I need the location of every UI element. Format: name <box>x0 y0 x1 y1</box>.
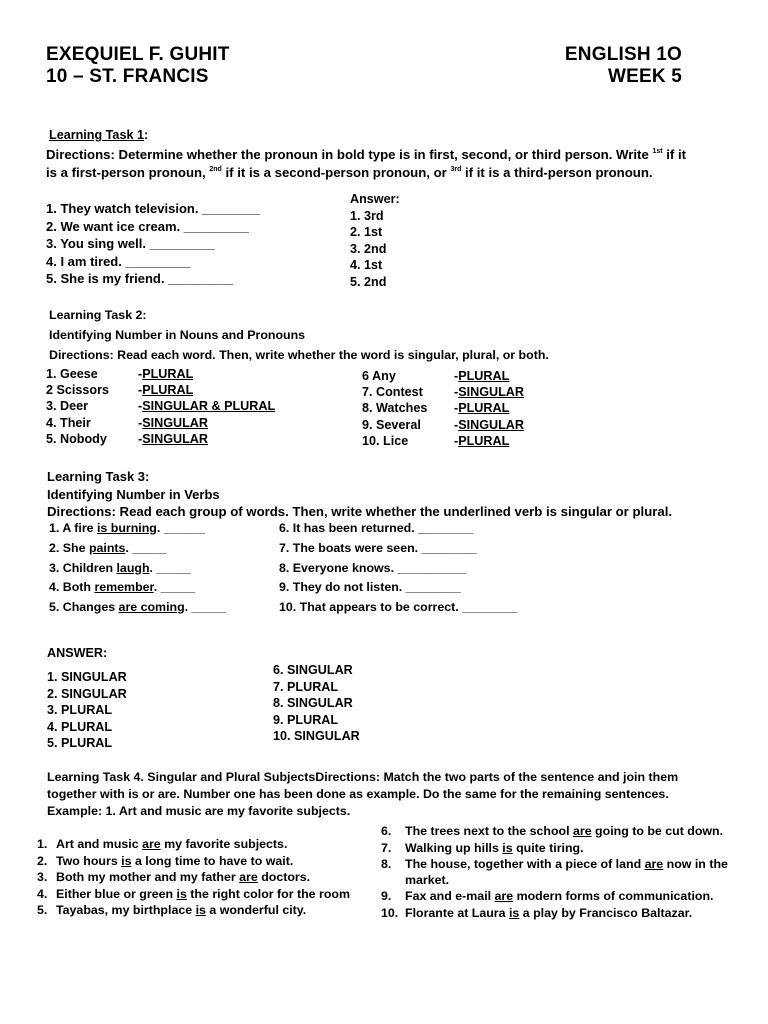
task3-answers-right <box>273 663 360 746</box>
underlined-verb: laugh <box>116 560 150 575</box>
list-item: 3. You sing well. _________ <box>46 236 215 251</box>
task2-right-list <box>362 369 524 450</box>
list-item: 10. Lice - PLURAL <box>362 434 524 450</box>
underlined-verb: are <box>644 856 664 871</box>
underlined-verb: paints <box>88 540 126 555</box>
list-item: 6. It has been returned. ________ <box>279 521 474 535</box>
task1-items <box>46 201 260 289</box>
list-item: 2 Scissors - PLURAL <box>46 383 275 399</box>
list-item: 2. Two hours is a long time to have to wait. <box>37 853 294 868</box>
student-name: EXEQUIEL F. GUHIT <box>46 44 230 65</box>
list-item: 1. Geese - PLURAL <box>46 367 275 383</box>
list-item: 10. That appears to be correct. ________ <box>279 600 518 615</box>
list-item: 5. Tayabas, my birthplace is a wonderful city. <box>37 903 307 917</box>
answer-text: PLURAL <box>142 367 194 381</box>
task2-subtitle: Identifying Number in Nouns and Pronouns <box>49 328 306 342</box>
underlined-verb: is <box>121 853 132 868</box>
answer-item: 1. 3rd <box>350 208 384 223</box>
answer-item: 2. SINGULAR <box>47 686 127 701</box>
list-item: 7. Walking up hills is quite tiring. <box>381 840 584 855</box>
task1-title: Learning Task 1: <box>49 128 149 142</box>
answer-item: 4. PLURAL <box>47 719 113 734</box>
underlined-verb: is <box>176 886 187 901</box>
underlined-verb: is <box>195 903 206 917</box>
answer-text: SINGULAR <box>142 431 208 446</box>
task1-directions-line2: is a first-person pronoun, $^{2nd}$ if it is a second-person pronoun, or $^{3rd}$ if it is a third-person pronoun. <box>46 165 653 180</box>
subject-label: ENGLISH 1O <box>564 44 682 65</box>
answer-item: 2. 1st <box>350 225 383 239</box>
answer-text: PLURAL <box>142 383 194 398</box>
answer-text: PLURAL <box>458 433 510 448</box>
task4-right-list <box>381 824 728 922</box>
answer-text: SINGULAR <box>458 385 524 400</box>
task3-answers-left <box>47 670 127 753</box>
list-item: 9. They do not listen. ________ <box>279 580 461 595</box>
list-item: 3. Children laugh. _____ <box>49 560 191 575</box>
task3-directions: Directions: Read each group of words. Then, write whether the underlined verb is singular or plural. <box>47 504 673 519</box>
underlined-verb: are coming <box>118 600 185 615</box>
task4-left-list <box>37 837 350 920</box>
list-item: 3. Deer - SINGULAR & PLURAL <box>46 399 275 415</box>
answer-item: 9. PLURAL <box>273 712 339 727</box>
task3-left-list <box>49 521 226 620</box>
answer-item: 6. SINGULAR <box>273 663 353 677</box>
task2-directions: Directions: Read each word. Then, write whether the word is singular, plural, or both. <box>49 348 549 362</box>
underlined-verb: is burning <box>96 521 157 535</box>
underlined-verb: are <box>142 837 161 851</box>
list-item: 3. Both my mother and my father are doctors. <box>37 870 311 884</box>
list-item: 6 Any - PLURAL <box>362 369 524 385</box>
list-item: 8. The house, together with a piece of land are now in the <box>381 856 728 871</box>
task1-answers <box>350 192 400 291</box>
underlined-verb: is <box>502 840 513 855</box>
task4-example: Example: 1. Art and music are my favorite subjects. <box>47 804 351 818</box>
list-item: 1. Art and music are my favorite subjects. <box>37 837 288 851</box>
list-item: 1. They watch television. ________ <box>46 201 260 216</box>
list-item: 4. Both remember. _____ <box>49 580 196 595</box>
list-item: 9. Several - SINGULAR <box>362 418 524 434</box>
answer-item: 5. PLURAL <box>47 736 113 750</box>
list-item: 4. I am tired. _________ <box>46 253 191 269</box>
answer-item: 4. 1st <box>350 258 383 272</box>
answer-item: 3. PLURAL <box>47 703 113 717</box>
answer-item: 3. 2nd <box>350 241 387 256</box>
answer-item: 7. PLURAL <box>273 679 339 694</box>
list-item: 8. Everyone knows. __________ <box>279 560 467 575</box>
underlined-verb: remember <box>94 580 154 595</box>
underlined-verb: is <box>508 905 520 920</box>
week-label: WEEK 5 <box>607 66 682 87</box>
task4-directions-line1: Learning Task 4. Singular and Plural SubjectsDirections: Match the two parts of the sentence and join them <box>47 770 679 784</box>
list-item: 5. She is my friend. _________ <box>46 271 234 286</box>
answer-text: SINGULAR <box>458 417 524 432</box>
list-item: 8. Watches - PLURAL <box>362 401 524 417</box>
answer-text: PLURAL <box>458 369 510 383</box>
answer-text: SINGULAR & PLURAL <box>142 399 276 414</box>
answer-label: Answer: <box>350 192 400 206</box>
underlined-verb: are <box>239 870 258 884</box>
answer-item: 10. SINGULAR <box>273 729 360 743</box>
task1-directions-line1: Directions: Determine whether the pronoun in bold type is in first, second, or third person. Write $^{1st}$ if it <box>46 147 687 162</box>
task2-title: Learning Task 2: <box>49 308 147 322</box>
answer-text: PLURAL <box>458 401 510 416</box>
list-item-continuation: market. <box>405 872 450 887</box>
answer-text: SINGULAR <box>142 415 208 430</box>
task3-subtitle: Identifying Number in Verbs <box>47 487 220 502</box>
answer-item: 5. 2nd <box>350 274 387 289</box>
list-item: 10. Florante at Laura is a play by Francisco Baltazar. <box>381 905 693 920</box>
task2-left-list <box>46 367 275 448</box>
student-section: 10 – ST. FRANCIS <box>46 66 209 87</box>
task3-answer-label: ANSWER: <box>47 646 108 660</box>
list-item: 2. She paints. _____ <box>49 540 167 555</box>
task3-right-list <box>279 521 517 620</box>
underlined-verb: are <box>573 824 592 838</box>
answer-item: 8. SINGULAR <box>273 696 353 710</box>
list-item: 7. Contest - SINGULAR <box>362 385 524 401</box>
list-item: 6. The trees next to the school are going to be cut down. <box>381 824 724 838</box>
task4-directions-line2: together with is or are. Number one has been done as example. Do the same for the remaining sentences. <box>47 787 669 801</box>
list-item: 4. Either blue or green is the right color for the room <box>37 886 350 901</box>
underlined-verb: are <box>494 888 514 903</box>
answer-item: 1. SINGULAR <box>47 670 127 684</box>
list-item: 5. Nobody - SINGULAR <box>46 432 275 448</box>
list-item: 1. A fire is burning. ______ <box>49 521 206 535</box>
list-item: 5. Changes are coming. _____ <box>49 600 226 615</box>
list-item: 4. Their - SINGULAR <box>46 416 275 432</box>
list-item: 9. Fax and e-mail are modern forms of communication. <box>381 888 714 903</box>
list-item: 2. We want ice cream. _________ <box>46 218 249 234</box>
list-item: 7. The boats were seen. ________ <box>279 540 477 555</box>
task3-title: Learning Task 3: <box>47 469 150 484</box>
